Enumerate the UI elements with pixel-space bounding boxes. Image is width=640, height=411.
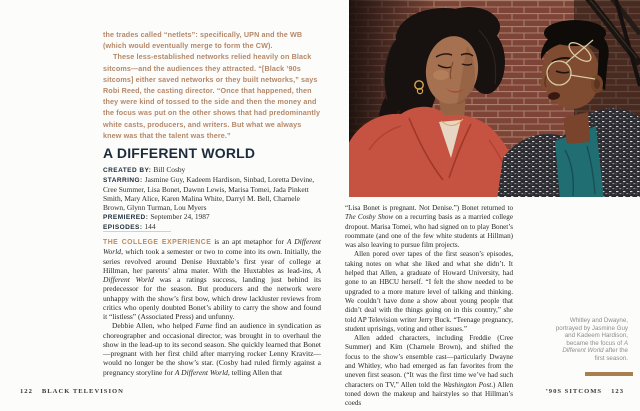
credits-block bbox=[103, 165, 321, 232]
photo-caption: Whitley and Dwayne, portrayed by Jasmine Guy and Kadeem Hardison, became the focus of A Different World after the first season. bbox=[555, 317, 628, 362]
body-paragraph: Allen added characters, including Freddie (Cree Summer) and Kim (Charnele Brown), and shifted the focus to the show’s ensemble cast—particularly Dwayne and Whitley, who had emerged as fan favorites from the uneven first season. (“It was the first time we’ve had such characters on TV,” Allen told the Washington Post.) Allen toned down the makeup and hairstyles so that Hillman’s coeds bbox=[345, 334, 513, 408]
credit-value: Jasmine Guy, Kadeem Hardison, Sinbad, Loretta Devine, Cree Summer, Lisa Bonet, Dawnn Lewis, Marisa Tomei, Jada Pinkett Smith, Mary Alice, Karen Malina White, Darryl M. Bell, Charnele Brown, Glynn Turman, Lou Myers bbox=[103, 175, 315, 212]
left-footer bbox=[20, 388, 124, 395]
section-title: ’90S SITCOMS bbox=[545, 388, 603, 395]
credit-value: 144 bbox=[144, 222, 156, 231]
right-body-text bbox=[345, 204, 513, 409]
intro-paragraph-1: the trades called “netlets”: specifically, UPN and the WB (which would eventually merge to form the CW). bbox=[103, 30, 303, 51]
body-paragraph: Allen pored over tapes of the first season’s episodes, taking notes on what she liked and what she didn’t. It helped that Allen, a graduate of Howard University, had gone to an HBCU herself. “I felt the show needed to be upgraded to a more mature level of talking and thinking. We couldn’t have done a show about young people that didn’t deal with the things going on in this country,” she told AP Television writer Jerry Buck. “Teenage pregnancy, student uprisings, voting and other issues.” bbox=[345, 250, 513, 333]
show-photo-illustration bbox=[349, 0, 640, 197]
body-paragraph: THE COLLEGE EXPERIENCE is an apt metaphor for A Different World, which took a semester or two to come into its own. Initially, the series revolved around Denise Huxtable’s first year of college at Hillman, her parents’ alma mater. With the Huxtables as lead-ins, A Different World was a ratings success, landing just behind its predecessor for the season. But producers and the network were unhappy with the show’s first bow, which drew lackluster reviews from critics who openly doubted Bonet’s ability to carry the show and found it “listless” (Associated Press) and unfunny. bbox=[103, 237, 321, 321]
credit-value: September 24, 1987 bbox=[150, 212, 210, 221]
credit-label: PREMIERED: bbox=[103, 214, 149, 221]
credit-row-created-by bbox=[103, 165, 321, 175]
credit-label: EPISODES: bbox=[103, 224, 143, 231]
divider-rule bbox=[103, 231, 171, 232]
right-footer bbox=[546, 388, 624, 395]
intro-paragraph-2: These less-established networks relied heavily on Black sitcoms—and the audiences they attracted. “[Black ’90s sitcoms] either saved networks or they built networks,” says Robi Reed, the casting director. “Once that happened, then they were kind of tossed to the side and then the money and the focus was put on the other shows that had predominantly white casts, producers, and writers. But what we always knew was that the talent was there.” bbox=[103, 52, 321, 140]
intro-text bbox=[103, 29, 321, 141]
credit-label: STARRING: bbox=[103, 177, 143, 184]
right-page bbox=[332, 0, 640, 411]
page-number: 123 bbox=[611, 388, 624, 395]
show-title: A DIFFERENT WORLD bbox=[103, 145, 256, 161]
credit-row-premiered bbox=[103, 212, 321, 222]
accent-bar bbox=[585, 372, 633, 376]
left-body-text bbox=[103, 237, 321, 377]
show-photo bbox=[349, 0, 640, 197]
body-paragraph: “Lisa Bonet is pregnant. Not Denise.”) Bonet returned to The Cosby Show on a recurring basis as a married college dropout. Marisa Tomei, who had signed on to play Bonet’s roommate (and one of the few white students at Hillman) was also leaving to pursue film projects. bbox=[345, 204, 513, 250]
credit-row-starring bbox=[103, 175, 321, 212]
body-paragraph: Debbie Allen, who helped Fame find an audience in syndication as choreographer and occasional director, was brought in to overhaul the show in the lead-up to its second season. She quickly learned that Bonet—pregnant with her first child after marrying rocker Lenny Kravitz—would no longer be the show’s star. (Cosby had ruled firmly against a pregnancy storyline for A Different World, telling Allen that bbox=[103, 321, 321, 377]
credit-value: Bill Cosby bbox=[153, 165, 186, 174]
credit-label: CREATED BY: bbox=[103, 167, 152, 174]
section-title: BLACK TELEVISION bbox=[41, 388, 124, 395]
page-number: 122 bbox=[20, 388, 33, 395]
